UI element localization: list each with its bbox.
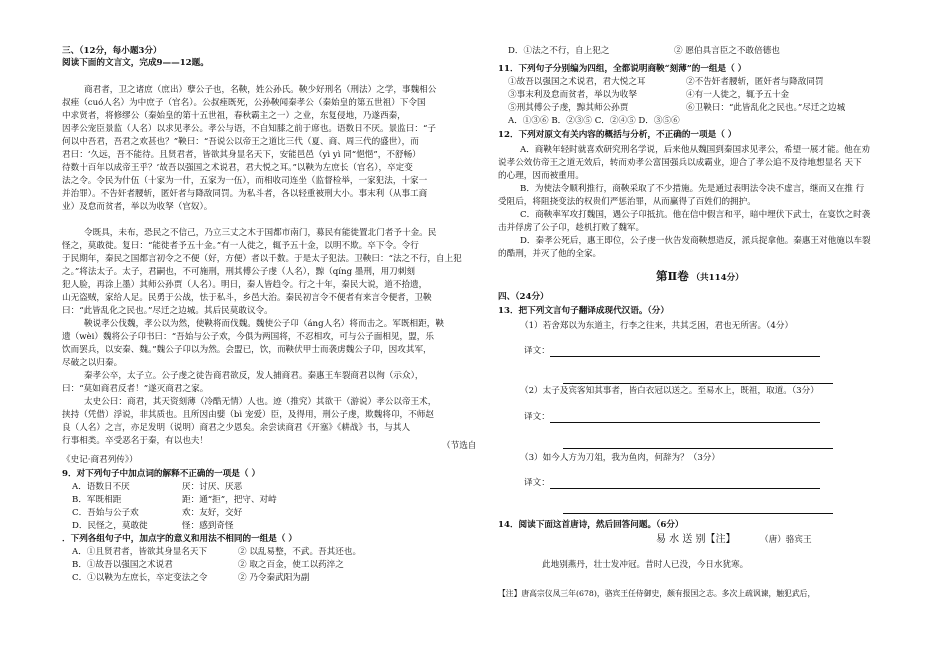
- passage-line: 秦孝公卒，太子立。公子虔之徒告商君欲反，发人捕商君。秦惠王车裂商君以徇（示众），: [84, 371, 424, 381]
- q12-paragraph: 的心理，因而被重用。: [498, 171, 584, 181]
- translation-answer-3: [524, 478, 820, 489]
- q10-option: C．①以鞅为左庶长，卒定变法之令: [72, 573, 208, 583]
- translation-answer-2: [524, 412, 820, 423]
- section-four-heading: 四、（24分）: [498, 292, 549, 302]
- q9-option: B．军既相距: [72, 495, 122, 505]
- q9-option: D．民怪之，莫敢徙: [72, 521, 148, 531]
- question-12-stem: 12．下列对原文有关内容的概括与分析，不正确的一项是（ ）: [498, 130, 737, 140]
- passage-line: 挟持（凭借）浮说，非其质也。且所因由嬖（bì 宠爱）臣，及得用，刑公子虔，欺魏将卬，不师赵: [62, 410, 434, 420]
- q10-option-pair: ② 以乱易整，不武。吾其还也。: [238, 547, 362, 557]
- answer-line[interactable]: [550, 414, 820, 423]
- q13-sentence-1: （1）若舍郑以为东道主，行李之往来，共其乏困，君也无所害。（4分）: [520, 321, 794, 331]
- passage-line: 法之令。令民为什伍（十家为一什，五家为一伍），而相收司连坐（监督检举，一家犯法，十家一: [62, 176, 428, 186]
- q12-paragraph: D．秦孝公死后，惠王即位，公子虔一伙告发商鞅想造反，派兵捉拿他。秦惠王对他施以车裂: [520, 236, 871, 246]
- question-11-stem: 11．下列句子分别编为四组，全都说明商鞅“刻薄”的一组是（ ）: [498, 64, 747, 74]
- passage-line: 曰：“莫如商君反者！”遂灭商君之家。: [62, 384, 209, 394]
- q10-option: B．①故吾以强国之术说君: [72, 560, 173, 570]
- translation-answer-1: [524, 346, 820, 357]
- q9-option: C．吾始与公子欢: [72, 508, 139, 518]
- passage-line: 中求贤者，将修缪公（秦始皇的第十五世祖，春秋霸主之一）之业，东复侵地，乃遂西秦，: [62, 111, 406, 121]
- source-note: 《史记·商君列传》）: [62, 455, 138, 465]
- passage-line: 并治罪）。不告奸者腰斩，匿奸者与降敌同罚。为私斗者，各以轻重被刑大小。事末利（从事工商: [62, 189, 428, 199]
- q12-paragraph: A．商鞅年轻时就喜欢研究刑名学说，后来他从魏国到秦国求见孝公，希望一展才能。他在劝: [520, 145, 870, 155]
- poem-title: 易 水 送 别【注】: [656, 534, 736, 545]
- poem-author: （唐）骆宾王: [760, 535, 812, 545]
- passage-line: 君曰：‘久远，吾不能待。且贤君者，皆欲其身显名天下，安能邑邑（yì yì 同“悒悒”，不舒畅）: [62, 150, 421, 160]
- q10-option-pair: ② 乃令秦武阳为副: [238, 573, 310, 583]
- q11-item: ①故吾以强国之术说君，君大悦之耳: [508, 77, 646, 87]
- q11-choices: A．①③⑥ B．②③⑤ C．②④⑤ D．③⑤⑥: [508, 116, 680, 126]
- q11-item: ⑤刑其傅公子虔，黥其师公孙贾: [508, 103, 629, 113]
- passage-line: 何以中吾君，吾君之欢甚也？”鞅曰：“吾说公以帝王之道比三代（夏、商、周三代的盛世），而: [62, 137, 419, 147]
- source-note: （节选自: [442, 441, 477, 451]
- passage-line: 业）及怠而贫者，举以为收孥（官奴）。: [62, 202, 213, 212]
- question-9-stem: 9．对下列句子中加点词的解释不正确的一项是（ ）: [62, 469, 261, 479]
- q9-option-gloss: 怪：感到奇怪: [182, 521, 234, 531]
- part-two-title: [656, 271, 744, 284]
- passage-line: 商君者，卫之诸庶（庶出）孽公子也，名鞅，姓公孙氏。鞅少好刑名（刑法）之学，事魏相公: [84, 85, 437, 95]
- answer-line[interactable]: [563, 382, 833, 384]
- section-three-heading: 三、（12分，每小题3分）: [62, 46, 162, 56]
- q10-option: A．①且贤君者，皆欲其身显名天下: [72, 547, 208, 557]
- passage-line: 太史公曰：商君，其天资刻薄（冷酷无情）人也。迹（推究）其欲干（游说）孝公以帝王术，: [84, 397, 437, 407]
- translation-label: 译文：: [524, 478, 550, 488]
- passage-line: 怪之，莫敢徙。复曰：“能徙者予五十金。”有一人徙之，辄予五十金，以明不欺。卒下令。令行: [62, 241, 419, 251]
- q11-item: ②不告奸者腰斩，匿奸者与降敌同罚: [686, 77, 824, 87]
- q11-item: ④有一人徙之，辄予五十金: [686, 90, 790, 100]
- q9-option-gloss: 距：通“拒”，把守、对峙: [182, 495, 277, 505]
- q12-paragraph: 说孝公效仿帝王之道无效后，转而劝孝公富国强兵以成霸业，迎合了孝公追不及待地想显名 天下: [498, 158, 862, 168]
- q10-option-pair: ② 取之百金，使工以药淬之: [238, 560, 344, 570]
- passage-line: 饮而罢兵，以安秦、魏。”魏公子卬以为然。会盟已，饮，而鞅伏甲士而袭虏魏公子卬，因攻其军，: [62, 345, 432, 355]
- passage-line: 犯人脸，再涂上墨）其师公孙贾（人名）。明日，秦人皆趋令。行之十年，秦民大说，道不拾遗，: [62, 280, 428, 290]
- q9-option-gloss: 欢：友好，交好: [182, 508, 243, 518]
- answer-line[interactable]: [550, 480, 820, 489]
- passage-instruction: 阅读下面的文言文，完成9——12题。: [62, 58, 209, 68]
- q13-sentence-3: （3）如今人方为刀俎，我为鱼肉，何辞为？（3分）: [520, 453, 720, 463]
- answer-line[interactable]: [563, 512, 833, 514]
- question-14-stem: 14．阅读下面这首唐诗，然后回答问题。（6分）: [498, 520, 684, 530]
- passage-line: 行事相类。卒受恶名于秦，有以也夫！: [62, 436, 209, 446]
- q13-sentence-2: （2）太子及宾客知其事者，皆白衣冠以送之。至易水上，既祖，取道。（3分）: [520, 386, 819, 396]
- passage-line: 待数十百年以成帝王乎？’故吾以强国之术说君，君大悦之耳。”以鞅为左庶长（官名），卒定变: [62, 163, 413, 173]
- q12-paragraph: B．为使法令顺利推行，商鞅采取了不少措施。先是通过表明法令决不虚言，继而又在推 行: [520, 184, 865, 194]
- passage-line: 之。”将法太子。太子，君嗣也，不可施刑，刑其傅公子虔（人名），黥（qíng 墨刑，用刀刺刻: [62, 267, 415, 277]
- q12-paragraph: 受阻后，将阻挠变法的权贵们严惩治罪，从而赢得了百姓们的拥护。: [498, 197, 756, 207]
- poem-note: 【注】唐高宗仪凤三年(678)，骆宾王任侍御史，颇有报国之志。多次上疏讽谏，触犯武后，: [498, 589, 816, 598]
- passage-line: 曰：“此皆乱化之民也。”尽迁之边城。其后民莫敢议令。: [62, 306, 273, 316]
- translation-label: 译文：: [524, 412, 550, 422]
- q9-option: A．语数日不厌: [72, 482, 130, 492]
- q9-option-gloss: 厌：讨厌、厌恶: [182, 482, 243, 492]
- passage-line: 良（人名）之言，亦足发明（说明）商君之少恩矣。余尝读商君《开塞》《耕战》书，与其人: [62, 423, 411, 433]
- part-two-label: 第Ⅱ卷: [656, 269, 689, 283]
- q12-paragraph: C．商鞅率军攻打魏国，遇公子卬抵抗。他在信中假言和平，暗中埋伏下武士，在宴饮之时袭: [520, 210, 871, 220]
- poem-text: 此地别燕丹，壮士发冲冠。昔时人已没，今日水犹寒。: [542, 560, 749, 570]
- passage-line: 令既具，未布，恐民之不信己，乃立三丈之木于国都市南门，募民有能徙置北门者予十金。民: [84, 228, 437, 238]
- q11-item: ⑥卫鞅曰：“此皆乱化之民也。”尽迁之边城: [686, 103, 846, 113]
- passage-line: 遗（wèi）魏将公子卬书曰：“吾始与公子欢，今俱为两国将，不忍相攻，可与公子面相见，盟，乐: [62, 332, 434, 342]
- question-10-stem: ．下列各组句子中，加点字的意义和用法不相同的一组是（ ）: [62, 534, 298, 544]
- part-two-score: （共114分）: [691, 273, 744, 283]
- answer-line[interactable]: [563, 447, 833, 449]
- q12-paragraph: 的酷刑，并灭了他的全家。: [498, 249, 602, 259]
- q10-option-pair: ② 愿伯具言臣之不敢倍德也: [674, 46, 780, 56]
- passage-line: 叔痤（cuó人名）为中庶子（官名）。公叔痤既死，公孙鞅闻秦孝公（秦始皇的第五世祖）下令国: [62, 98, 426, 108]
- passage-line: 于民期年，秦民之国都言初令之不便（好，方便）者以千数。于是太子犯法。卫鞅曰：“法之不行，自上犯: [62, 254, 462, 264]
- question-13-stem: 13．把下列文言句子翻译成现代汉语。（分）: [498, 306, 669, 316]
- q12-paragraph: 击并俘虏了公子卬，趁机打败了魏军。: [498, 223, 645, 233]
- passage-line: 因孝公宠臣景监（人名）以求见孝公。孝公与语，不自知膝之前于席也。语数日不厌。景监曰：“子: [62, 124, 436, 134]
- passage-line: 尽破之以归秦。: [62, 358, 123, 368]
- q11-item: ③事末利及怠而贫者，举以为收孥: [508, 90, 637, 100]
- answer-line[interactable]: [550, 348, 820, 357]
- passage-line: 山无盗贼，家给人足。民勇于公战，怯于私斗，乡邑大治。秦民初言令不便者有来言令便者，卫鞅: [62, 293, 432, 303]
- translation-label: 译文：: [524, 346, 550, 356]
- q10-option: D．①法之不行，自上犯之: [508, 46, 610, 56]
- passage-line: 鞅说孝公伐魏，孝公以为然，使鞅将而伐魏。魏使公子卬（áng人名）将而击之。军既相距，鞅: [84, 319, 444, 329]
